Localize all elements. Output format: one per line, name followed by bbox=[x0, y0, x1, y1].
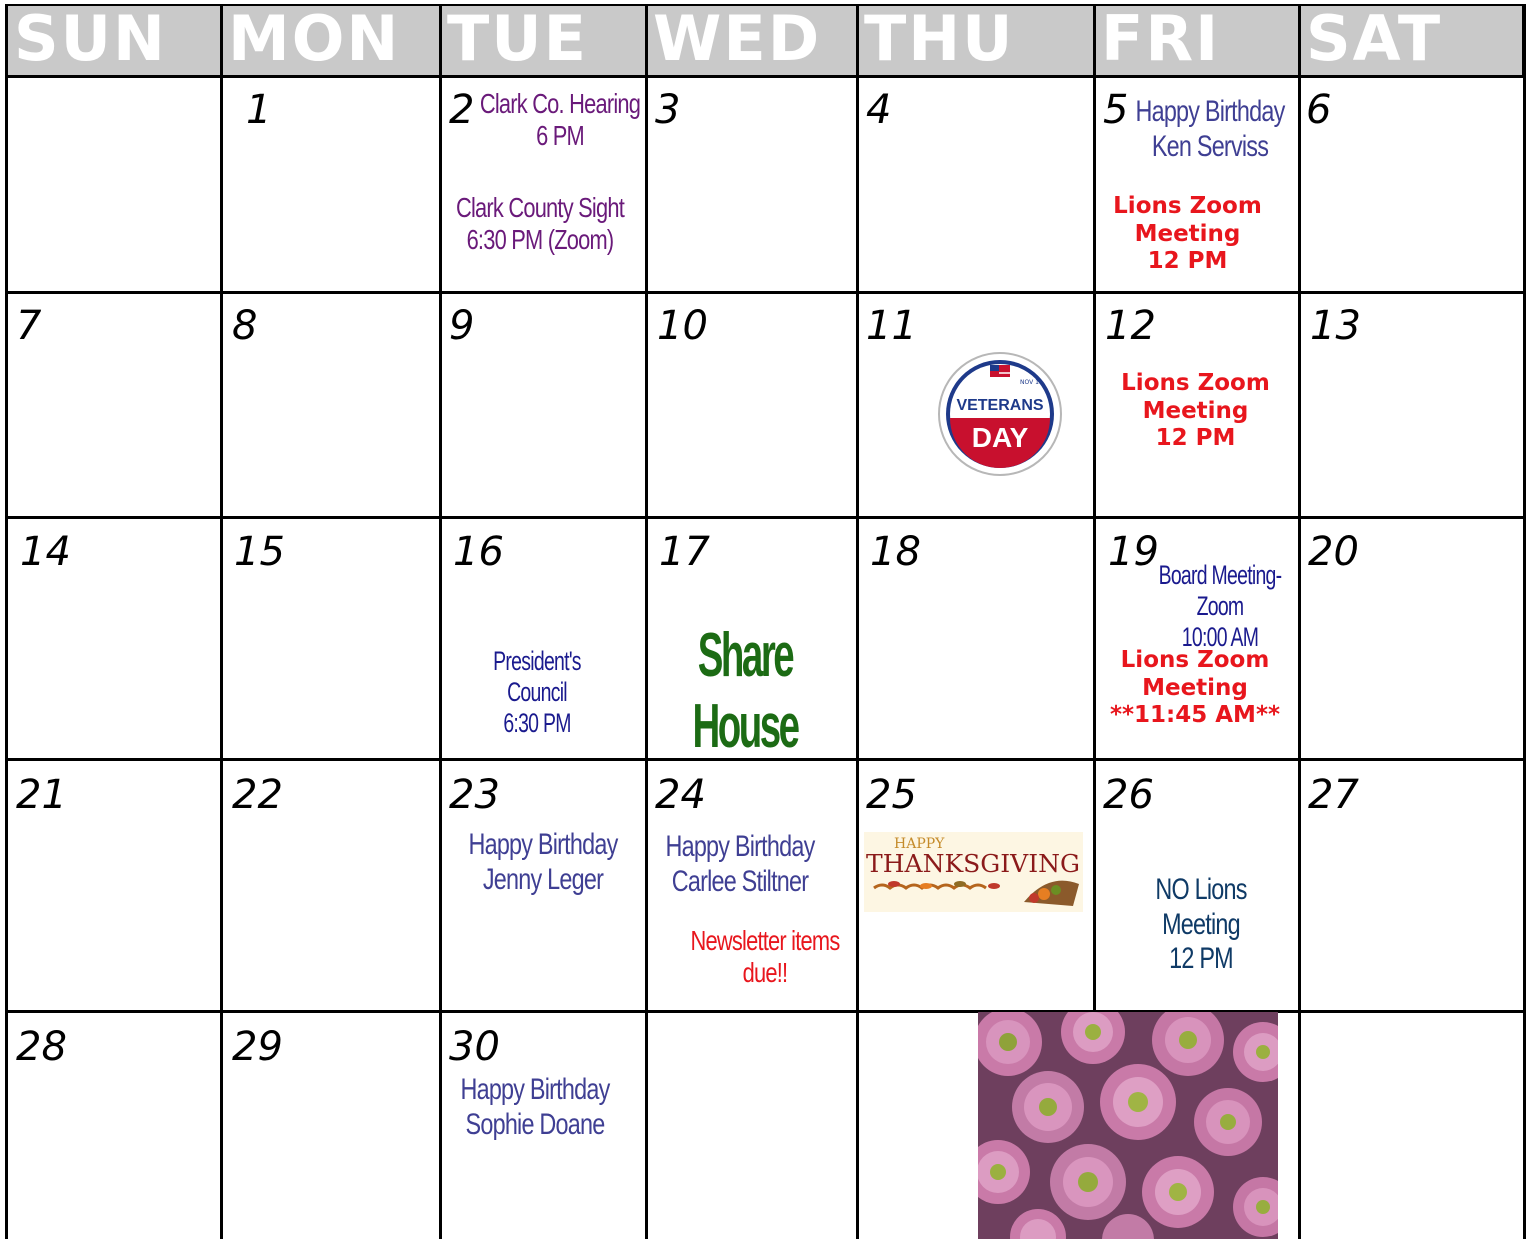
event-line: 6:30 PM (Zoom) bbox=[466, 224, 614, 256]
header-thu bbox=[858, 4, 1095, 76]
event-line: 6 PM bbox=[536, 120, 584, 152]
grid-line bbox=[6, 291, 1524, 294]
event-line: Happy Birthday bbox=[1135, 95, 1285, 128]
event-line: Clark County Sight bbox=[455, 192, 625, 223]
day-number: 28 bbox=[16, 1024, 67, 1070]
event-birthday-carlee bbox=[654, 830, 826, 899]
thanksgiving-graphic bbox=[864, 832, 1083, 912]
header-label: MON bbox=[228, 4, 401, 75]
header-tue bbox=[441, 4, 647, 76]
day-number: 22 bbox=[232, 772, 283, 818]
header-label: WED bbox=[653, 4, 822, 75]
grid-line bbox=[645, 4, 648, 1239]
event-clark-sight bbox=[446, 192, 633, 256]
grid-line bbox=[1523, 4, 1526, 1239]
event-line: **11:45 AM** bbox=[1109, 702, 1281, 729]
event-line: Sophie Doane bbox=[465, 1107, 605, 1141]
event-line: Happy Birthday bbox=[665, 830, 815, 863]
header-fri bbox=[1095, 4, 1300, 76]
day-number: 7 bbox=[16, 303, 42, 349]
badge-line1: VETERANS bbox=[956, 397, 1044, 414]
event-birthday-jenny bbox=[457, 828, 629, 897]
day-number: 2 bbox=[449, 87, 475, 133]
day-number: 14 bbox=[20, 529, 71, 575]
header-label: THU bbox=[864, 4, 1015, 75]
event-clark-hearing bbox=[466, 88, 653, 152]
day-number: 12 bbox=[1105, 303, 1156, 349]
day-number: 26 bbox=[1103, 772, 1154, 818]
event-line: 12 PM bbox=[1169, 942, 1233, 975]
day-number: 15 bbox=[234, 529, 285, 575]
header-sun bbox=[6, 4, 222, 76]
event-line: 6:30 PM bbox=[503, 708, 571, 739]
event-no-lions-meeting bbox=[1114, 873, 1287, 977]
event-newsletter-due bbox=[675, 925, 854, 989]
day-number: 3 bbox=[655, 87, 681, 133]
thanksgiving-text: THANKSGIVING bbox=[866, 850, 1080, 878]
badge-line2: DAY bbox=[971, 422, 1029, 453]
grid-line bbox=[220, 4, 223, 1239]
day-number: 6 bbox=[1306, 87, 1332, 133]
day-number: 5 bbox=[1103, 87, 1129, 133]
event-line: Lions Zoom bbox=[1120, 647, 1270, 673]
header-label: TUE bbox=[447, 4, 588, 75]
event-line: Meeting bbox=[1134, 220, 1241, 247]
happy-text: HAPPY bbox=[894, 836, 945, 852]
day-number: 8 bbox=[232, 303, 258, 349]
event-line: Clark Co. Hearing bbox=[479, 88, 641, 119]
chrysanthemum-graphic bbox=[978, 1012, 1278, 1239]
event-line: Lions Zoom bbox=[1121, 370, 1270, 396]
header-label: SAT bbox=[1306, 4, 1443, 75]
event-lions-zoom bbox=[1103, 370, 1288, 453]
header-label: SUN bbox=[14, 4, 167, 75]
event-line: Jenny Leger bbox=[482, 862, 604, 896]
day-number: 19 bbox=[1108, 529, 1159, 575]
day-number: 21 bbox=[16, 772, 67, 818]
day-number: 24 bbox=[655, 772, 706, 818]
event-line: Meeting bbox=[1142, 397, 1249, 424]
event-line: Share House bbox=[692, 621, 798, 762]
event-line: 12 PM bbox=[1147, 248, 1228, 275]
grid-line bbox=[6, 75, 1524, 78]
header-mon bbox=[222, 4, 441, 76]
day-number: 23 bbox=[449, 772, 500, 818]
badge-top-text: NOV 11 bbox=[1020, 379, 1043, 386]
event-line: Happy Birthday bbox=[468, 828, 618, 861]
event-presidents-council bbox=[461, 646, 612, 739]
day-number: 29 bbox=[232, 1024, 283, 1070]
grid-line bbox=[5, 4, 8, 1239]
event-birthday-ken bbox=[1124, 95, 1296, 164]
day-number: 13 bbox=[1310, 303, 1361, 349]
event-birthday-sophie bbox=[449, 1073, 621, 1142]
event-line: Ken Serviss bbox=[1151, 129, 1269, 163]
day-number: 10 bbox=[657, 303, 708, 349]
day-number: 1 bbox=[246, 87, 272, 133]
day-number: 4 bbox=[866, 87, 892, 133]
day-number: 16 bbox=[453, 529, 504, 575]
event-line: NO Lions Meeting bbox=[1155, 873, 1247, 941]
header-wed bbox=[647, 4, 858, 76]
day-number: 11 bbox=[866, 303, 917, 349]
event-line: 10:00 AM bbox=[1181, 622, 1259, 653]
event-line: due!! bbox=[742, 957, 788, 989]
event-line: Carlee Stiltner bbox=[671, 864, 809, 898]
grid-line bbox=[6, 1010, 1524, 1013]
day-number: 17 bbox=[659, 529, 710, 575]
grid-line bbox=[6, 516, 1524, 519]
flowers-image bbox=[978, 1012, 1278, 1239]
veterans-day-badge bbox=[937, 352, 1063, 476]
header-sat bbox=[1300, 4, 1524, 76]
event-share-house bbox=[671, 620, 820, 763]
header-label: FRI bbox=[1101, 4, 1221, 75]
day-number: 27 bbox=[1308, 772, 1359, 818]
event-line: President's Council bbox=[493, 646, 581, 708]
event-line: Board Meeting-Zoom bbox=[1158, 560, 1282, 622]
event-line: Newsletter items bbox=[690, 925, 840, 956]
event-line: 12 PM bbox=[1155, 425, 1236, 452]
event-line: Lions Zoom bbox=[1113, 193, 1262, 219]
thanksgiving-banner bbox=[864, 832, 1083, 912]
event-line: Meeting bbox=[1142, 674, 1248, 701]
event-board-meeting bbox=[1141, 560, 1299, 653]
event-line: Happy Birthday bbox=[460, 1073, 610, 1106]
day-number: 20 bbox=[1308, 529, 1359, 575]
grid-line bbox=[856, 4, 859, 1239]
grid-line bbox=[439, 4, 442, 1239]
day-number: 18 bbox=[870, 529, 921, 575]
day-number: 9 bbox=[449, 303, 475, 349]
day-number: 25 bbox=[866, 772, 917, 818]
event-lions-zoom bbox=[1095, 193, 1280, 276]
event-lions-zoom bbox=[1100, 647, 1290, 730]
day-number: 30 bbox=[449, 1024, 500, 1070]
